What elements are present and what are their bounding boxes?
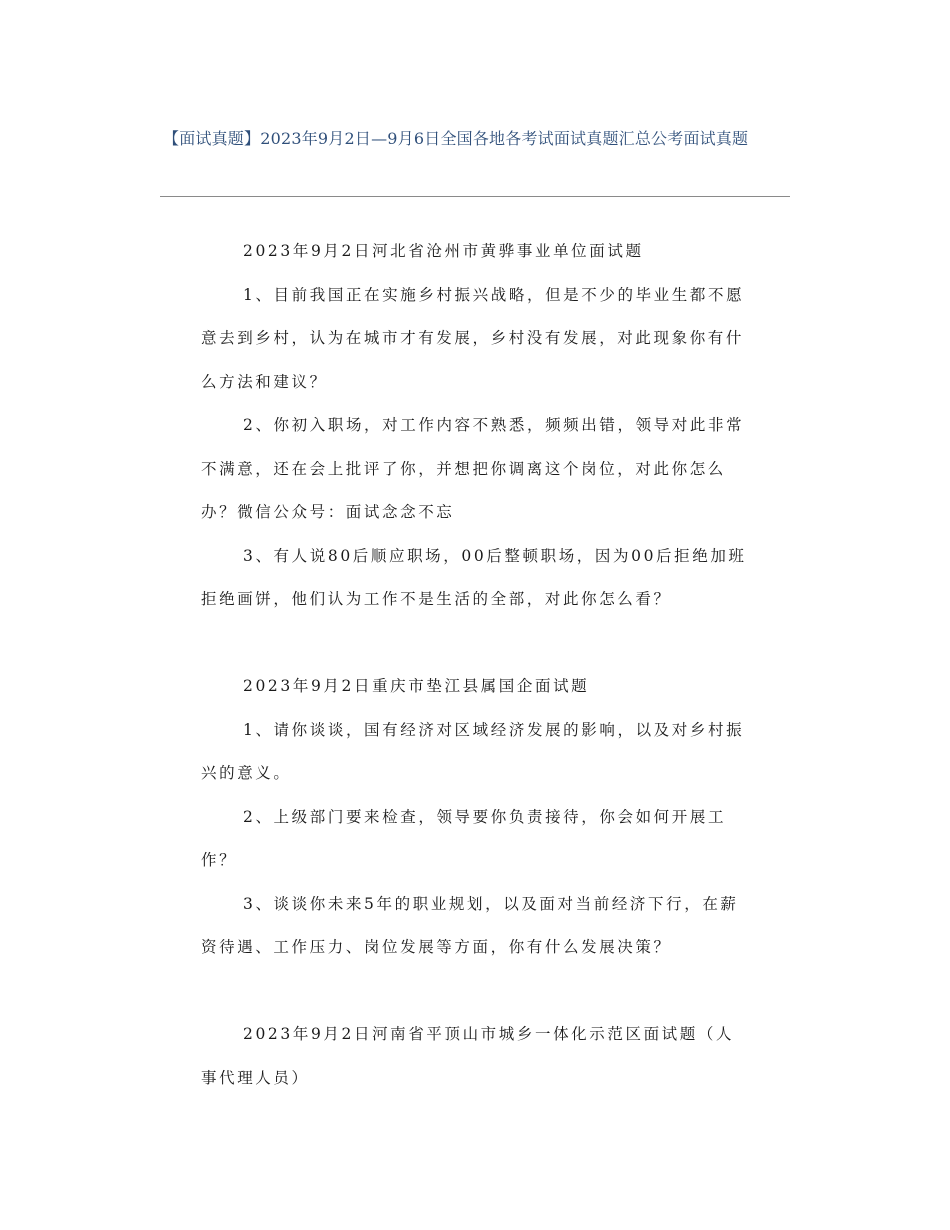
section-dianjiang xyxy=(201,665,747,970)
question-item: 1、请你谈谈，国有经济对区域经济发展的影响，以及对乡村振兴的意义。 xyxy=(201,720,745,782)
section-heading: 2023年9月2日重庆市垫江县属国企面试题 xyxy=(243,677,590,695)
section-spacer xyxy=(201,622,747,666)
section-spacer xyxy=(201,970,747,1014)
section-heading: 2023年9月2日河北省沧州市黄骅事业单位面试题 xyxy=(243,242,644,260)
section-pingdingshan xyxy=(201,1013,747,1100)
question-item: 3、谈谈你未来5年的职业规划，以及面对当前经济下行，在薪资待遇、工作压力、岗位发展等方面，你有什么发展决策？ xyxy=(201,894,739,956)
question-item: 1、目前我国正在实施乡村振兴战略，但是不少的毕业生都不愿意去到乡村，认为在城市才有发展，乡村没有发展，对此现象你有什么方法和建议？ xyxy=(201,285,745,391)
document-body xyxy=(201,230,747,1100)
title-divider xyxy=(160,196,790,197)
document-title: 【面试真题】2023年9月2日—9月6日全国各地各考试面试真题汇总公考面试真题 xyxy=(163,129,749,148)
question-item: 2、上级部门要来检查，领导要你负责接待，你会如何开展工作？ xyxy=(201,807,727,869)
question-item: 3、有人说80后顺应职场，00后整顿职场，因为00后拒绝加班拒绝画饼，他们认为工作不是生活的全部，对此你怎么看？ xyxy=(201,546,747,608)
section-heading: 2023年9月2日河南省平顶山市城乡一体化示范区面试题（人事代理人员） xyxy=(201,1025,735,1087)
question-item: 2、你初入职场，对工作内容不熟悉，频频出错，领导对此非常不满意，还在会上批评了你，并想把你调离这个岗位，对此你怎么办？微信公众号：面试念念不忘 xyxy=(201,416,745,521)
section-cangzhou xyxy=(201,230,747,622)
